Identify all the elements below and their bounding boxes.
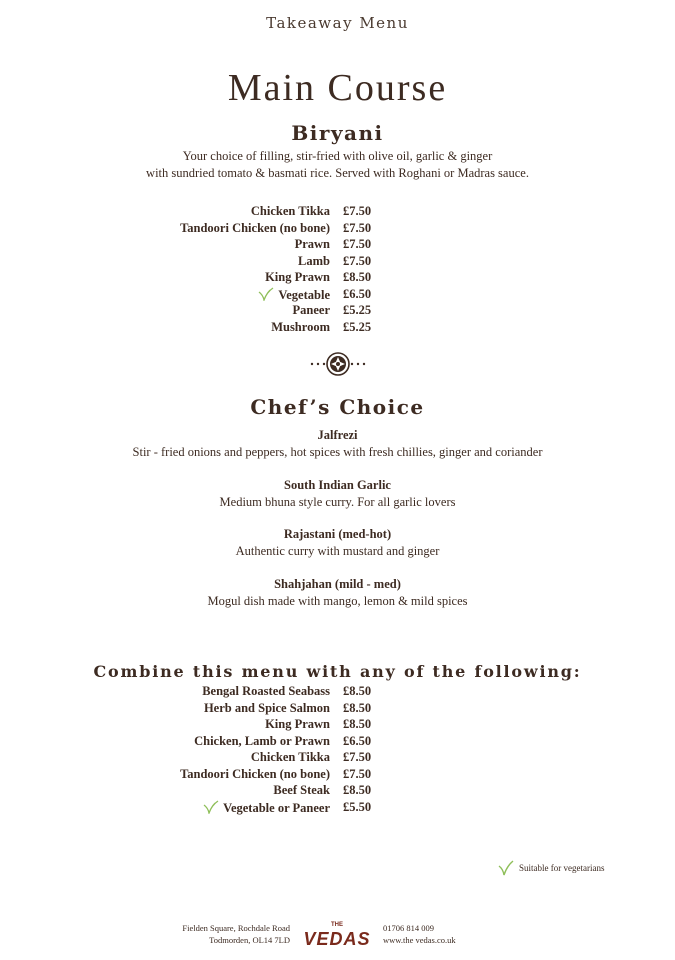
menu-item-row bbox=[0, 270, 675, 287]
menu-item-name bbox=[194, 734, 330, 749]
biryani-desc-line2: with sundried tomato & basmati rice. Served with Roghani or Madras sauce. bbox=[146, 166, 529, 180]
menu-item-label: Paneer bbox=[292, 303, 330, 317]
menu-item-price: £7.50 bbox=[343, 750, 372, 764]
biryani-price-list bbox=[0, 204, 675, 336]
menu-item-row bbox=[0, 734, 675, 751]
footer-contact bbox=[383, 922, 456, 946]
dish-description: Medium bhuna style curry. For all garlic lovers bbox=[219, 495, 456, 509]
menu-item-price: £7.50 bbox=[343, 253, 372, 268]
menu-item-price: £8.50 bbox=[343, 717, 372, 731]
menu-item-label: Bengal Roasted Seabass bbox=[202, 684, 330, 698]
menu-item-name bbox=[251, 204, 330, 219]
leaf-icon bbox=[203, 800, 219, 814]
menu-item-row bbox=[0, 320, 675, 337]
menu-item-price: £5.50 bbox=[343, 799, 372, 814]
menu-item-name bbox=[180, 767, 330, 782]
menu-item-name bbox=[293, 303, 330, 318]
menu-item-row bbox=[0, 800, 675, 817]
menu-item-row bbox=[0, 717, 675, 734]
leaf-icon bbox=[497, 860, 515, 876]
dish-description: Stir - fried onions and peppers, hot spices with fresh chillies, ginger and coriander bbox=[132, 445, 543, 459]
chefs-choice-title: Chef’s Choice bbox=[250, 395, 425, 419]
menu-item-row bbox=[0, 684, 675, 701]
menu-item-label: King Prawn bbox=[265, 270, 330, 284]
menu-item-name bbox=[180, 221, 330, 236]
vedas-logo bbox=[298, 918, 376, 952]
menu-item-label: Chicken Tikka bbox=[250, 204, 330, 218]
menu-item-label: Lamb bbox=[298, 253, 330, 268]
menu-item-name bbox=[298, 254, 330, 269]
menu-item-label: Chicken, Lamb or Prawn bbox=[194, 733, 330, 748]
menu-item-label: Tandoori Chicken (no bone) bbox=[180, 766, 330, 781]
menu-item-name bbox=[251, 750, 330, 765]
dish-name: Shahjahan (mild - med) bbox=[274, 577, 401, 591]
dish-description: Authentic curry with mustard and ginger bbox=[235, 544, 440, 558]
menu-item-label: Vegetable bbox=[278, 287, 330, 302]
biryani-description bbox=[0, 148, 675, 182]
page-title: Main Course bbox=[227, 67, 448, 109]
dish-item bbox=[0, 477, 675, 511]
menu-item-row bbox=[0, 701, 675, 718]
menu-item-name bbox=[258, 287, 330, 303]
menu-item-price: £8.50 bbox=[343, 700, 372, 715]
menu-item-label: Herb and Spice Salmon bbox=[203, 700, 330, 715]
menu-item-price: £6.50 bbox=[343, 286, 372, 301]
menu-item-name bbox=[203, 800, 330, 816]
veg-legend-label: Suitable for vegetarians bbox=[519, 863, 605, 873]
combine-price-list bbox=[0, 684, 675, 816]
dish-name: Jalfrezi bbox=[317, 428, 358, 442]
dish-item bbox=[0, 427, 675, 461]
menu-item-name bbox=[271, 320, 330, 335]
menu-item-label: Mushroom bbox=[271, 319, 330, 334]
menu-item-row bbox=[0, 204, 675, 221]
biryani-desc-line1: Your choice of filling, stir-fried with olive oil, garlic & ginger bbox=[182, 149, 493, 163]
veg-legend bbox=[497, 860, 604, 876]
menu-item-price: £7.50 bbox=[343, 220, 372, 235]
footer-address bbox=[182, 922, 290, 946]
menu-item-price: £5.25 bbox=[343, 303, 372, 317]
menu-item-price: £7.50 bbox=[343, 766, 372, 781]
logo-small-text: THE bbox=[331, 922, 343, 928]
dish-description: Mogul dish made with mango, lemon & mild spices bbox=[207, 594, 468, 608]
menu-item-name bbox=[202, 684, 330, 699]
menu-item-label: Tandoori Chicken (no bone) bbox=[180, 220, 330, 235]
menu-item-name bbox=[273, 783, 330, 798]
menu-item-row bbox=[0, 303, 675, 320]
menu-item-price: £8.50 bbox=[343, 270, 372, 284]
top-label: Takeaway Menu bbox=[266, 14, 409, 32]
footer-phone: 01706 814 009 bbox=[383, 923, 434, 933]
menu-item-row bbox=[0, 750, 675, 767]
biryani-title: Biryani bbox=[291, 121, 384, 145]
footer bbox=[0, 918, 675, 952]
section-divider bbox=[0, 350, 675, 378]
menu-item-label: Vegetable or Paneer bbox=[223, 800, 330, 815]
menu-item-name bbox=[204, 701, 330, 716]
menu-item-price: £8.50 bbox=[343, 684, 372, 698]
menu-item-label: Chicken Tikka bbox=[250, 750, 330, 764]
logo-text: VEDAS bbox=[303, 929, 371, 949]
footer-website: www.the vedas.co.uk bbox=[383, 935, 456, 945]
combine-title: Combine this menu with any of the following: bbox=[93, 662, 582, 681]
dish-item bbox=[0, 576, 675, 610]
address-line1: Fielden Square, Rochdale Road bbox=[182, 923, 290, 933]
menu-item-row bbox=[0, 783, 675, 800]
address-line2: Todmorden, OL14 7LD bbox=[209, 935, 290, 945]
menu-item-row bbox=[0, 237, 675, 254]
menu-item-row bbox=[0, 254, 675, 271]
ornament-icon bbox=[308, 350, 368, 378]
menu-item-name bbox=[265, 270, 330, 285]
menu-item-label: Prawn bbox=[294, 237, 330, 251]
menu-item-label: Beef Steak bbox=[273, 783, 330, 797]
leaf-icon bbox=[258, 287, 274, 301]
menu-item-name bbox=[295, 237, 330, 252]
menu-item-label: King Prawn bbox=[265, 717, 330, 731]
menu-item-price: £6.50 bbox=[343, 733, 372, 748]
menu-item-price: £7.50 bbox=[343, 204, 372, 218]
menu-item-price: £5.25 bbox=[343, 319, 372, 334]
dish-item bbox=[0, 526, 675, 560]
menu-item-name bbox=[265, 717, 330, 732]
menu-item-row bbox=[0, 287, 675, 304]
dish-name: Rajastani (med-hot) bbox=[283, 527, 392, 541]
dish-name: South Indian Garlic bbox=[284, 478, 391, 492]
logo-icon bbox=[298, 918, 376, 952]
menu-item-row bbox=[0, 221, 675, 238]
menu-item-price: £8.50 bbox=[343, 783, 372, 797]
menu-item-row bbox=[0, 767, 675, 784]
menu-item-price: £7.50 bbox=[343, 237, 372, 251]
